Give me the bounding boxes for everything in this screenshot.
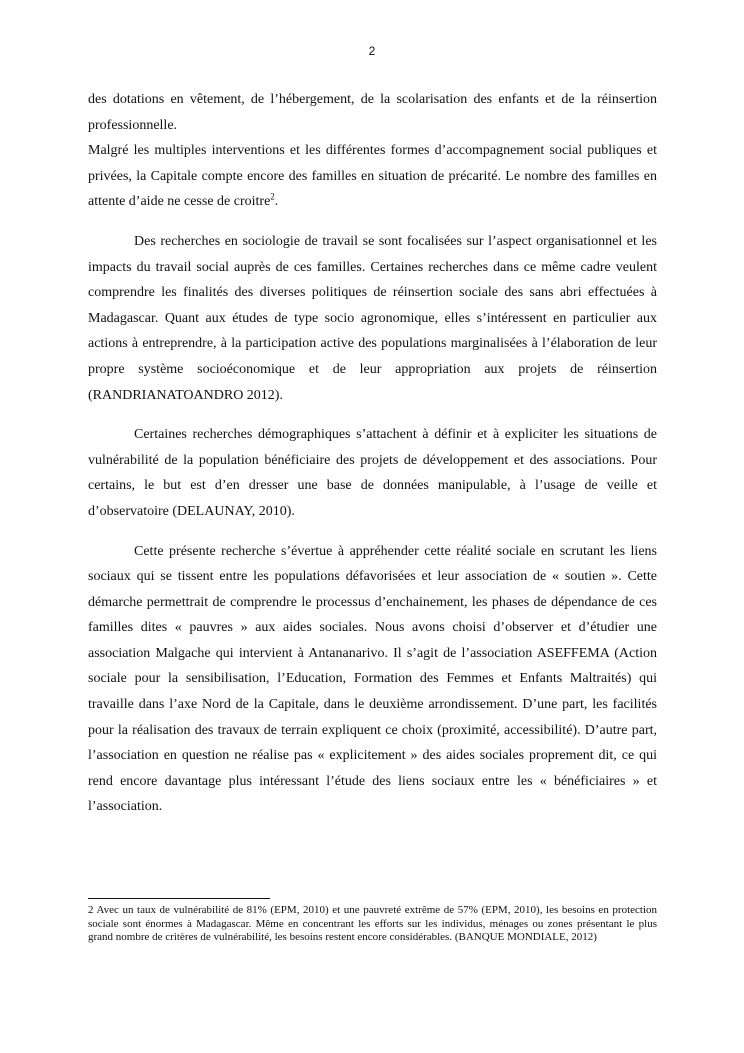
paragraph-2-text: Malgré les multiples interventions et les différentes formes d’accompagnement social publiques et privées, la Capitale compte encore des familles en situation de précarité. Le nombre des familles en attente d’aide ne cesse de croitre <box>88 143 657 210</box>
footnote-reference[interactable]: 2 <box>270 191 275 202</box>
paragraph-3: Des recherches en sociologie de travail se sont focalisées sur l’aspect organisationnel et les impacts du travail social auprès de ces familles. Certaines recherches dans ce même cadre veulent comprendre les finalités des diverses politiques de réinsertion sociale des sans abri effectuées à Madagascar. Quant aux études de type socio agronomique, elles s’intéressent en particulier aux actions à entreprendre, à la participation active des populations marginalisées à l’élaboration de leur propre système socioéconomique et de leur appropriation aux projets de réinsertion (RANDRIANATOANDRO 2012). <box>88 233 657 403</box>
footnote <box>88 904 657 945</box>
footnote-text: 2 Avec un taux de vulnérabilité de 81% (EPM, 2010) et une pauvreté extrême de 57% (EPM, 2010), les besoins en protection sociale sont énormes à Madagascar. Même en concentrant les efforts sur les individus, ménages ou zones présentant le plus grand nombre de critères de vulnérabilité, les besoins restent encore considérables. (BANQUE MONDIALE, 2012) <box>88 904 657 944</box>
paragraph-2 <box>88 138 657 215</box>
paragraph-5: Cette présente recherche s’évertue à appréhender cette réalité sociale en scrutant les liens sociaux qui se tissent entre les populations défavorisées et leur association de « soutien ». Cette démarche permettrait de comprendre le processus d’enchainement, les phases de dépendance de ces familles dites « pauvres » aux aides sociales. Nous avons choisi d’observer et d’étudier une association Malgache qui intervient à Antananarivo. Il s’agit de l’association ASEFFEMA (Action sociale pour la sensibilisation, l’Education, Formation des Femmes et Enfants Maltraités) qui travaille dans l’axe Nord de la Capitale, dans le deuxième arrondissement. D’une part, les facilités pour la réalisation des travaux de terrain expliquent ce choix (proximité, accessibilité). D’autre part, l’association en question ne réalise pas « explicitement » des aides sociales proprement dit, ce qui rend encore davantage plus intéressant l’étude des liens sociaux entre les « bénéficiaires » et l’association. <box>88 543 657 815</box>
paragraph-1: des dotations en vêtement, de l’hébergement, de la scolarisation des enfants et de la réinsertion professionnelle. <box>88 92 657 133</box>
page-number: 2 <box>368 44 376 58</box>
paragraph-4: Certaines recherches démographiques s’attachent à définir et à expliciter les situations de vulnérabilité de la population bénéficiaire des projets de développement et des associations. Pour certains, le but est d’en dresser une base de données manipulable, à l’usage de veille et d’observatoire (DELAUNAY, 2010). <box>88 427 657 519</box>
footnote-divider <box>88 898 270 899</box>
paragraph-2-end: . <box>274 194 279 210</box>
body-text <box>88 87 657 820</box>
